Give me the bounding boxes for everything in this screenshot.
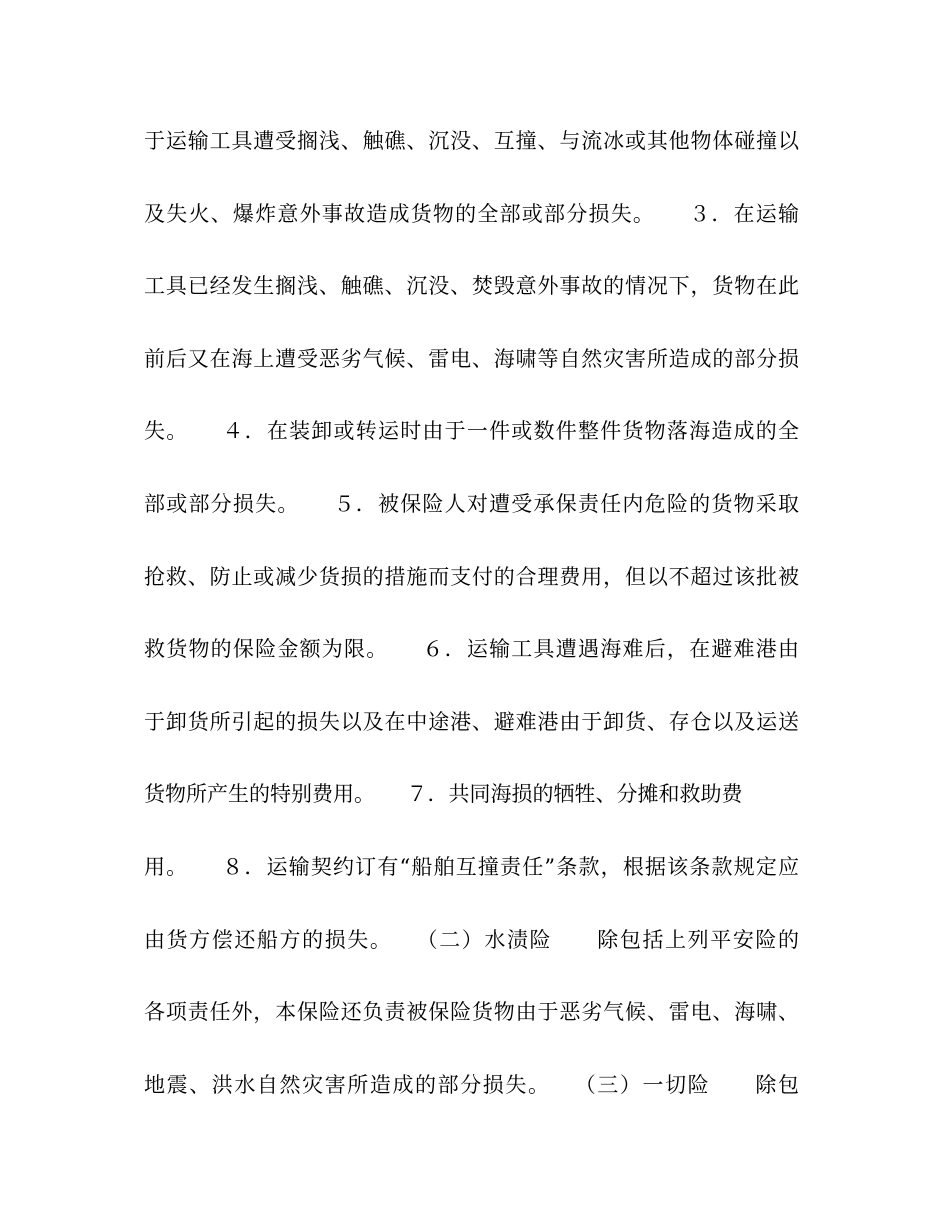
text-line: 于运输工具遭受搁浅、触礁、沉没、互撞、与流冰或其他物体碰撞以 — [144, 129, 799, 153]
text-line: 货物所产生的特别费用。 ７．共同海损的牺牲、分摊和救助费 — [144, 782, 743, 807]
text-line: 各项责任外，本保险还负责被保险货物由于恶劣气候、雷电、海啸、 — [144, 1000, 799, 1025]
text-line: 工具已经发生搁浅、触礁、沉没、焚毁意外事故的情况下，货物在此 — [144, 274, 799, 299]
text-line: 及失火、爆炸意外事故造成货物的全部或部分损失。 ３．在运输 — [144, 201, 799, 226]
text-line: 失。 ４．在装卸或转运时由于一件或数件整件货物落海造成的全 — [144, 419, 799, 444]
text-line: 部或部分损失。 ５．被保险人对遭受承保责任内危险的货物采取 — [144, 491, 799, 516]
text-line: 用。 ８．运输契约订有“船舶互撞责任”条款，根据该条款规定应 — [144, 854, 799, 879]
text-line: 由货方偿还船方的损失。 （二）水渍险 除包括上列平安险的 — [144, 927, 799, 952]
text-line: 救货物的保险金额为限。 ６．运输工具遭遇海难后，在避难港由 — [144, 637, 799, 662]
document-body — [144, 120, 799, 1136]
text-line: 前后又在海上遭受恶劣气候、雷电、海啸等自然灾害所造成的部分损 — [144, 346, 799, 371]
text-line: 于卸货所引起的损失以及在中途港、避难港由于卸货、存仓以及运送 — [144, 709, 799, 734]
text-line: 地震、洪水自然灾害所造成的部分损失。 （三）一切险 除包 — [144, 1072, 799, 1097]
text-line: 抢救、防止或减少货损的措施而支付的合理费用，但以不超过该批被 — [144, 564, 799, 589]
